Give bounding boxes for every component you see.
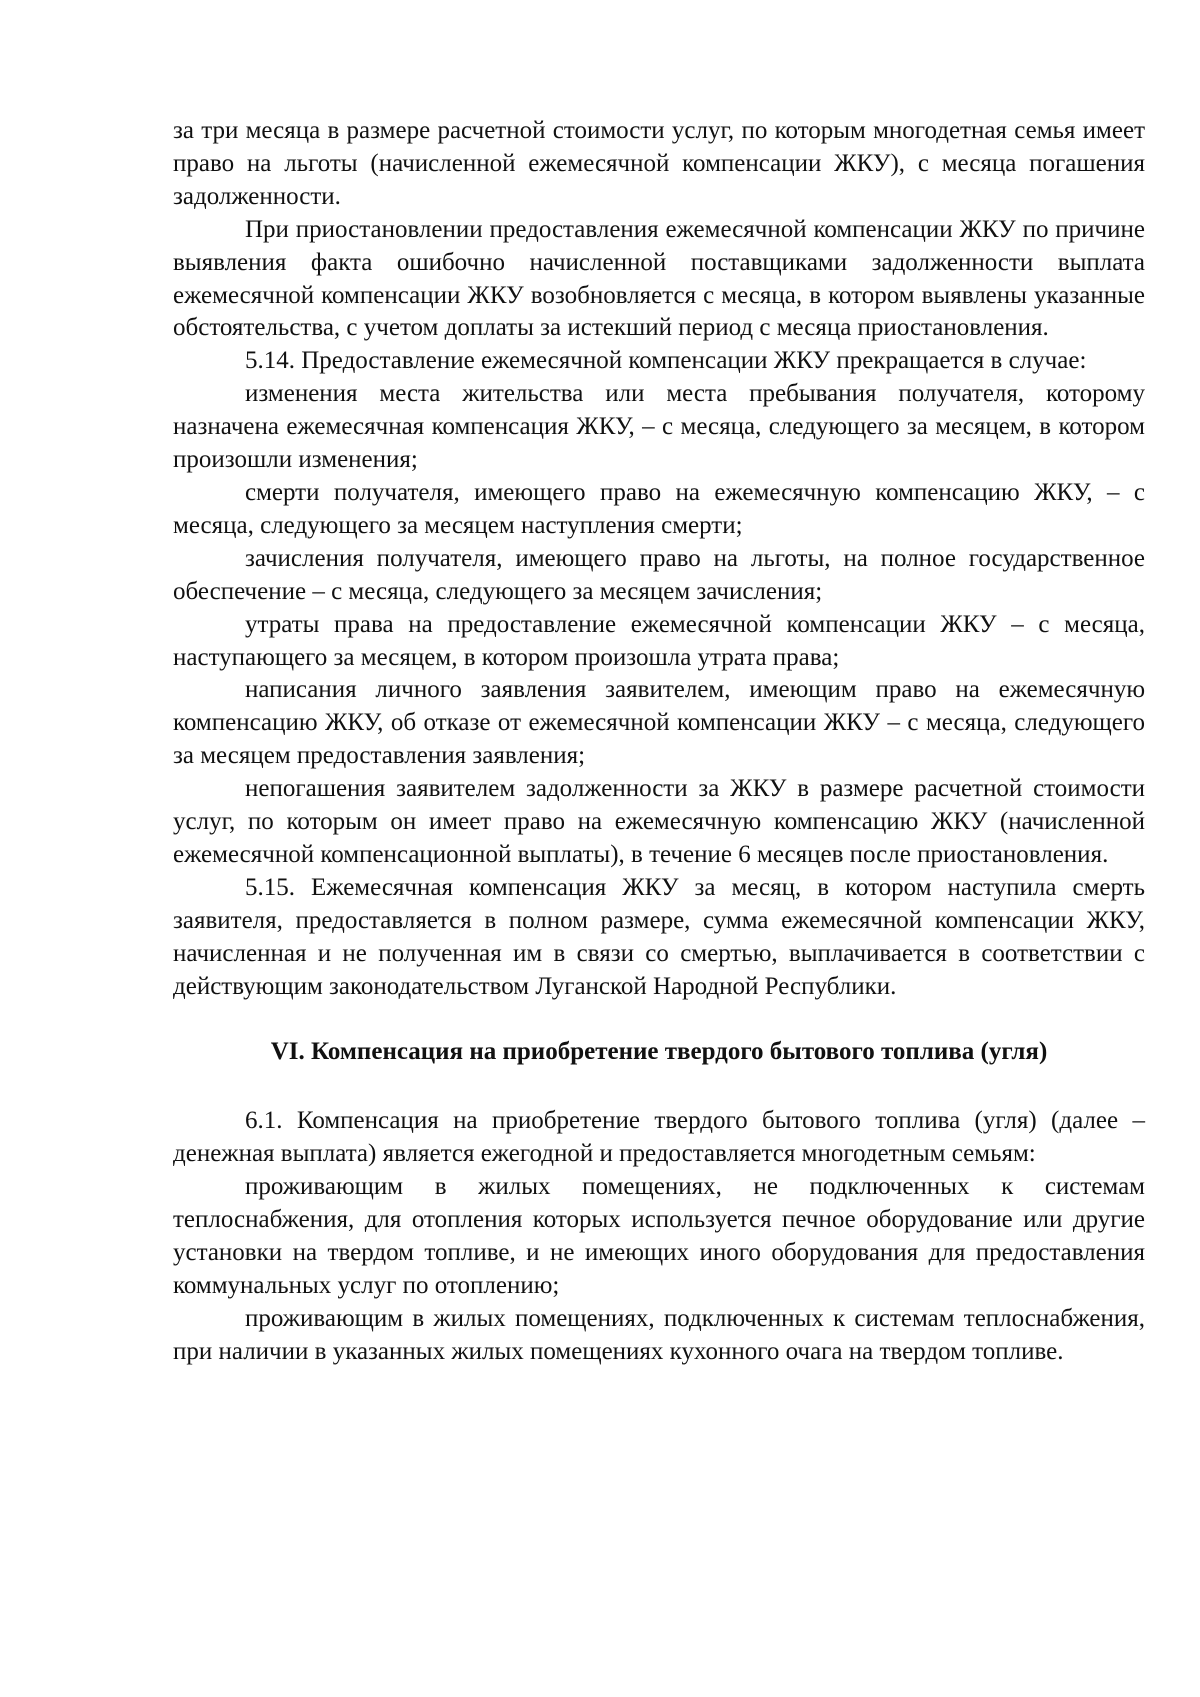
list-item-refusal-application: написания личного заявления заявителем, имеющим право на ежемесячную компенсацию ЖКУ, об отказе от ежемесячной компенсации ЖКУ – с месяца, следующего за месяцем предоставления заявления;	[173, 676, 1145, 770]
list-item-kitchen-hearth: проживающим в жилых помещениях, подключенных к системам теплоснабжения, при наличии в указанных жилых помещениях кухонного очага на твердом топливе.	[173, 1304, 1145, 1365]
clause-6-1: 6.1. Компенсация на приобретение твердого бытового топлива (угля) (далее – денежная выплата) является ежегодной и предоставляется многодетным семьям:	[173, 1107, 1145, 1168]
document-body	[173, 115, 1145, 1369]
list-item-no-heating: проживающим в жилых помещениях, не подключенных к системам теплоснабжения, для отопления которых используется печное оборудование или другие установки на твердом топливе, и не имеющих иного оборудования для предоставления коммунальных услуг по отоплению;	[173, 1173, 1145, 1299]
list-item-unpaid-debt: непогашения заявителем задолженности за ЖКУ в размере расчетной стоимости услуг, по которым он имеет право на ежемесячную компенсацию ЖКУ (начисленной ежемесячной компенсационной выплаты), в течение 6 месяцев после приостановления.	[173, 775, 1145, 868]
list-item-state-support: зачисления получателя, имеющего право на льготы, на полное государственное обеспечение – с месяца, следующего за месяцем зачисления;	[173, 544, 1145, 605]
clause-5-15: 5.15. Ежемесячная компенсация ЖКУ за месяц, в котором наступила смерть заявителя, предоставляется в полном размере, сумма ежемесячной компенсации ЖКУ, начисленная и не полученная им в связи со смертью, выплачивается в соответствии с действующим законодательством Луганской Народной Республики.	[173, 873, 1145, 1000]
paragraph-suspension-resume: При приостановлении предоставления ежемесячной компенсации ЖКУ по причине выявления факта ошибочно начисленной поставщиками задолженности выплата ежемесячной компенсации ЖКУ возобновляется с месяца, в котором выявлены указанные обстоятельства, с учетом доплаты за истекший период с месяца приостановления.	[173, 215, 1145, 342]
clause-5-14: 5.14. Предоставление ежемесячной компенсации ЖКУ прекращается в случае:	[245, 347, 1087, 375]
list-item-death: смерти получателя, имеющего право на ежемесячную компенсацию ЖКУ, – с месяца, следующего за месяцем наступления смерти;	[173, 478, 1145, 539]
list-item-loss-of-right: утраты права на предоставление ежемесячной компенсации ЖКУ – с месяца, наступающего за месяцем, в котором произошла утрата права;	[173, 610, 1145, 671]
section-heading: VI. Компенсация на приобретение твердого бытового топлива (угля)	[270, 1038, 1048, 1066]
list-item-change-residence: изменения места жительства или места пребывания получателя, которому назначена ежемесячная компенсация ЖКУ, – с месяца, следующего за месяцем, в котором произошли изменения;	[173, 380, 1145, 474]
paragraph-continuation: за три месяца в размере расчетной стоимости услуг, по которым многодетная семья имеет право на льготы (начисленной ежемесячной компенсации ЖКУ), с месяца погашения задолженности.	[173, 117, 1145, 210]
